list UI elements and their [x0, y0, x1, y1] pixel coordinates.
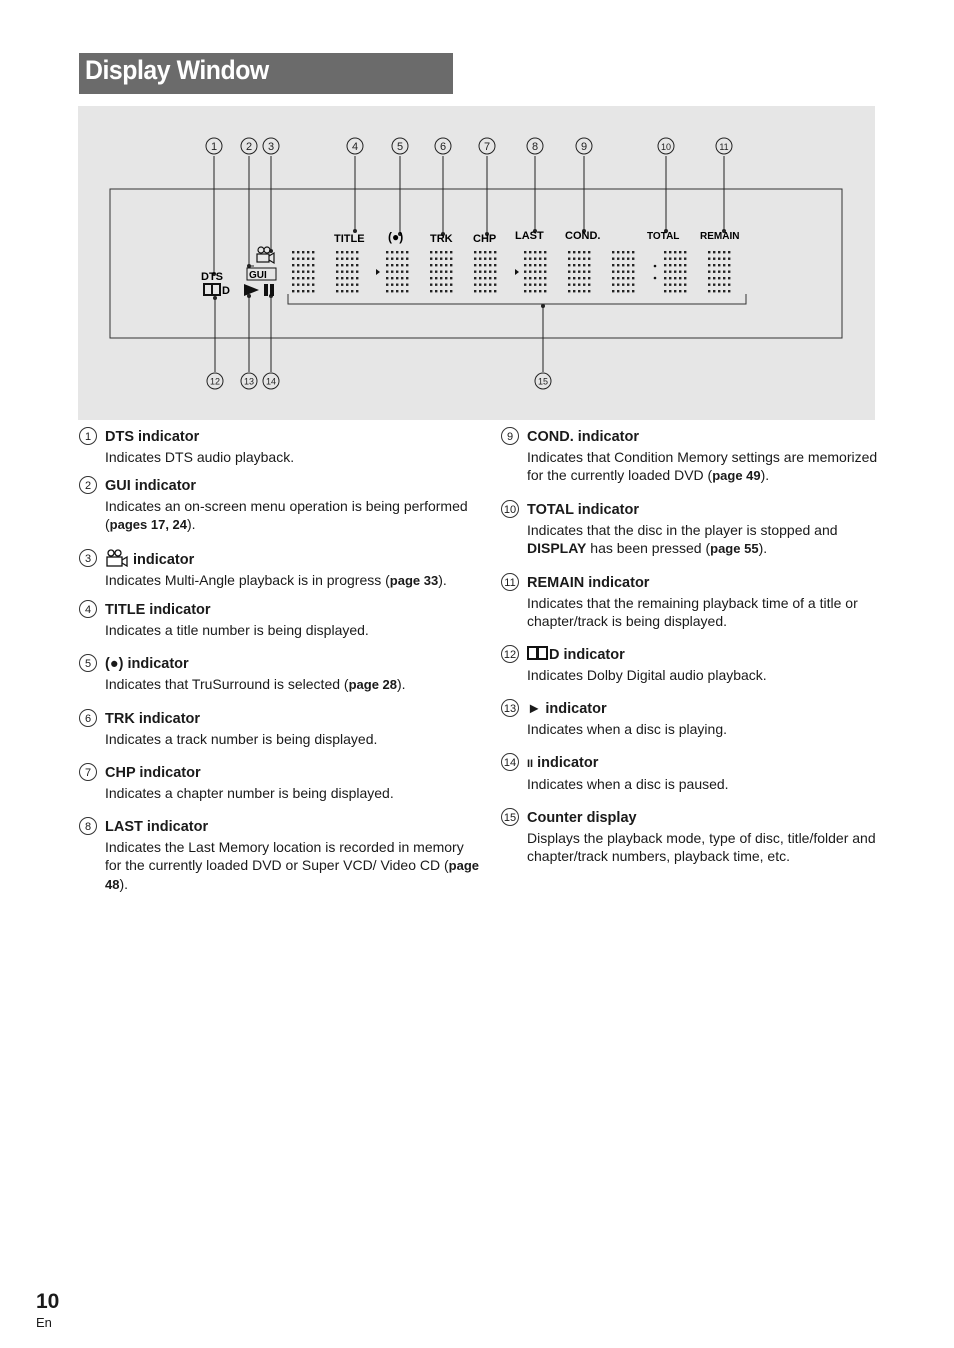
- callout-number-text: 2: [245, 141, 253, 153]
- remain-label: REMAIN: [700, 231, 740, 242]
- item-number: 4: [79, 600, 97, 618]
- item-desc: Displays the playback mode, type of disc, title/folder and chapter/track numbers, playback time, etc.: [527, 830, 876, 864]
- callout-number-text: 6: [439, 141, 447, 153]
- callout-number-15: [535, 373, 551, 389]
- item-3: [79, 549, 479, 590]
- item-title: D indicator: [527, 645, 881, 665]
- surround-icon: (●): [105, 656, 124, 672]
- callout-number-text: 1: [210, 141, 218, 153]
- callout-number-14: [263, 373, 279, 389]
- item-desc: Indicates that TruSurround is selected (page 28).: [105, 676, 406, 692]
- left-column: [79, 427, 479, 894]
- item-number: 8: [79, 817, 97, 835]
- page-language: En: [36, 1315, 52, 1330]
- display-window-diagram: [78, 106, 875, 420]
- item-number: 10: [501, 500, 519, 518]
- callout-number-9: [576, 138, 592, 154]
- item-number: 9: [501, 427, 519, 445]
- item-desc: Indicates Multi-Angle playback is in progress (page 33).: [105, 572, 447, 588]
- item-desc: Indicates DTS audio playback.: [105, 449, 295, 465]
- item-desc: Indicates that the remaining playback time of a title or chapter/track is being displayed.: [527, 595, 858, 629]
- display-diagram-svg: [78, 106, 875, 420]
- item-desc: Indicates the Last Memory location is recorded in memory for the currently loaded DVD or Super VCD/ Video CD (page 48).: [105, 839, 480, 892]
- item-number: 2: [79, 476, 97, 494]
- trk-label: TRK: [430, 233, 453, 245]
- callout-number-4: [347, 138, 363, 154]
- item-title: II indicator: [527, 755, 599, 771]
- item-title: ► indicator: [527, 701, 607, 717]
- item-15: [501, 808, 881, 865]
- callout-number-10: [658, 138, 674, 154]
- colon-dot-2: [654, 277, 657, 280]
- item-number: 14: [501, 753, 519, 771]
- item-title: TOTAL indicator: [527, 502, 639, 518]
- item-number: 7: [79, 763, 97, 781]
- callout-number-7: [479, 138, 495, 154]
- item-number: 1: [79, 427, 97, 445]
- section-title-bar: [79, 53, 453, 94]
- callout-number-text: 5: [396, 141, 404, 153]
- item-title: CHP indicator: [105, 765, 201, 781]
- item-number: 11: [501, 573, 519, 591]
- dts-label: DTS: [201, 271, 223, 283]
- display-frame: [110, 189, 842, 338]
- item-desc: Indicates that the disc in the player is stopped and DISPLAY has been pressed (page 55).: [527, 522, 838, 556]
- chp-label: CHP: [473, 233, 497, 245]
- callout-number-text: 13: [243, 376, 255, 387]
- item-number: 6: [79, 709, 97, 727]
- item-11: [501, 573, 881, 630]
- callout-number-text: 10: [660, 142, 672, 152]
- callout-number-text: 11: [719, 142, 729, 152]
- item-13: [501, 699, 881, 738]
- item-number: 5: [79, 654, 97, 672]
- item-9: [501, 427, 881, 485]
- callout-number-text: 8: [531, 141, 539, 153]
- callout-number-11: [716, 138, 732, 154]
- item-6: [79, 709, 479, 748]
- callout-number-3: [263, 138, 279, 154]
- item-desc: Indicates a track number is being displayed.: [105, 731, 378, 747]
- pause-icon: II: [527, 758, 534, 770]
- callout-number-text: 14: [265, 376, 277, 387]
- item-number: 13: [501, 699, 519, 717]
- item-title: (●) indicator: [105, 656, 189, 672]
- item-title: DTS indicator: [105, 429, 200, 445]
- item-14: [501, 753, 881, 793]
- item-title: indicator: [105, 549, 479, 570]
- item-8: [79, 817, 479, 894]
- item-number: 12: [501, 645, 519, 663]
- item-number: 15: [501, 808, 519, 826]
- item-title: GUI indicator: [105, 478, 197, 494]
- callout-number-text: 12: [209, 376, 221, 387]
- callout-number-1: [206, 138, 222, 154]
- page-title: Display Window: [85, 55, 269, 85]
- colon-dot-1: [654, 265, 657, 268]
- item-number: 3: [79, 549, 97, 567]
- item-title: LAST indicator: [105, 819, 209, 835]
- gui-label: GUI: [249, 270, 267, 281]
- callout-number-text: 3: [267, 141, 275, 153]
- callout-dot: [213, 296, 217, 300]
- item-2: [79, 476, 479, 534]
- callout-dot: [541, 304, 545, 308]
- item-desc: Indicates Dolby Digital audio playback.: [527, 667, 767, 683]
- pause-icon-bar-2: [270, 284, 274, 296]
- page-number: 10: [36, 1290, 60, 1313]
- callout-number-6: [435, 138, 451, 154]
- item-desc: Indicates that Condition Memory settings are memorized for the currently loaded DVD (page 49).: [527, 449, 878, 483]
- item-title: Counter display: [527, 810, 637, 826]
- callout-number-5: [392, 138, 408, 154]
- right-column: [501, 427, 881, 865]
- cond-label: COND.: [565, 230, 601, 242]
- item-desc: Indicates a chapter number is being displayed.: [105, 785, 394, 801]
- item-5: [79, 654, 479, 694]
- play-icon: ►: [527, 701, 542, 717]
- item-title: TITLE indicator: [105, 602, 211, 618]
- item-title: COND. indicator: [527, 429, 639, 445]
- callout-number-13: [241, 373, 257, 389]
- camera-icon: [105, 549, 133, 567]
- total-label: TOTAL: [647, 231, 680, 242]
- item-desc: Indicates when a disc is paused.: [527, 776, 729, 792]
- surround-label: (●): [388, 230, 404, 244]
- callout-number-text: 15: [537, 376, 549, 387]
- item-desc: Indicates when a disc is playing.: [527, 721, 727, 737]
- item-4: [79, 600, 479, 639]
- callout-number-12: [207, 373, 223, 389]
- pause-icon-bar-1: [264, 284, 268, 296]
- last-label: LAST: [515, 230, 544, 242]
- item-title: TRK indicator: [105, 711, 201, 727]
- item-10: [501, 500, 881, 558]
- callout-number-text: 9: [580, 141, 588, 153]
- item-1: [79, 427, 479, 466]
- dolby-logo-icon: [527, 646, 549, 660]
- callout-number-2: [241, 138, 257, 154]
- item-desc: Indicates a title number is being displayed.: [105, 622, 369, 638]
- item-7: [79, 763, 479, 802]
- title-label: TITLE: [334, 233, 365, 245]
- callout-number-text: 4: [351, 141, 359, 153]
- callout-number-text: 7: [483, 141, 491, 153]
- item-12: [501, 645, 881, 684]
- callout-dot: [247, 294, 251, 298]
- item-desc: Indicates an on-screen menu operation is being performed (pages 17, 24).: [105, 498, 468, 532]
- dolby-d-label: D: [222, 285, 230, 297]
- item-title: REMAIN indicator: [527, 575, 650, 591]
- callout-number-8: [527, 138, 543, 154]
